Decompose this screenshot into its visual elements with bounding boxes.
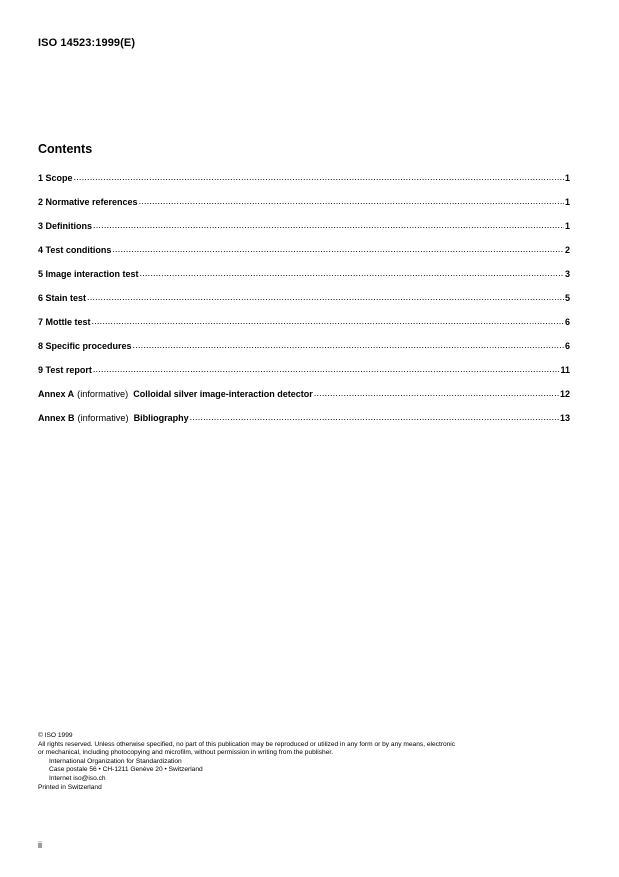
toc-entry-test-report[interactable] bbox=[38, 363, 570, 387]
toc-dot-leader bbox=[140, 267, 564, 277]
toc-entry-label: 2 Normative references bbox=[38, 197, 138, 207]
toc-entry-label: 7 Mottle test bbox=[38, 317, 91, 327]
toc-entry-label: 4 Test conditions bbox=[38, 245, 112, 255]
rights-line-2: or mechanical, including photocopying and microfilm, without permission in writing from the publisher. bbox=[38, 749, 334, 757]
toc-page-number: 11 bbox=[560, 365, 570, 375]
toc-entry-annex-a[interactable] bbox=[38, 387, 570, 411]
toc-entry-definitions[interactable] bbox=[38, 219, 570, 243]
toc-page-number: 1 bbox=[564, 197, 570, 207]
toc-page-number: 1 bbox=[564, 221, 570, 231]
page-number: ii bbox=[38, 840, 42, 850]
toc-entry-normative-references[interactable] bbox=[38, 195, 570, 219]
toc-dot-leader bbox=[112, 243, 564, 253]
toc-page-number: 13 bbox=[559, 413, 570, 423]
contents-heading: Contents bbox=[38, 142, 93, 156]
toc-dot-leader bbox=[314, 387, 559, 397]
printed-in: Printed in Switzerland bbox=[38, 783, 102, 791]
copyright-notice bbox=[38, 732, 583, 792]
org-internet: Internet iso@iso.ch bbox=[49, 774, 106, 782]
annex-tag: Annex A bbox=[38, 389, 75, 399]
toc-page-number: 5 bbox=[564, 293, 570, 303]
toc-dot-leader bbox=[93, 363, 560, 373]
annex-type: (informative) bbox=[77, 389, 129, 399]
toc-dot-leader bbox=[92, 315, 564, 325]
toc-dot-leader bbox=[93, 219, 564, 229]
toc-entry-label: 5 Image interaction test bbox=[38, 269, 139, 279]
rights-line-1: All rights reserved. Unless otherwise specified, no part of this publication may be reproduced or utilized in any form or by any means, electronic bbox=[38, 740, 456, 748]
toc-page-number: 1 bbox=[564, 173, 570, 183]
toc-entry-label: 6 Stain test bbox=[38, 293, 87, 303]
table-of-contents bbox=[38, 171, 570, 435]
toc-page-number: 2 bbox=[564, 245, 570, 255]
org-name: International Organization for Standardization bbox=[49, 757, 182, 765]
toc-entry-image-interaction-test[interactable] bbox=[38, 267, 570, 291]
toc-page-number: 3 bbox=[564, 269, 570, 279]
toc-entry-label: 9 Test report bbox=[38, 365, 92, 375]
annex-title: Bibliography bbox=[133, 413, 189, 423]
toc-entry-annex-b[interactable] bbox=[38, 411, 570, 435]
toc-dot-leader bbox=[133, 339, 564, 349]
toc-entry-specific-procedures[interactable] bbox=[38, 339, 570, 363]
toc-dot-leader bbox=[87, 291, 564, 301]
org-address: Case postale 56 • CH-1211 Genève 20 • Switzerland bbox=[49, 766, 203, 774]
copyright-line: © ISO 1999 bbox=[38, 732, 73, 739]
toc-entry-label: 1 Scope bbox=[38, 173, 73, 183]
toc-entry-label: 3 Definitions bbox=[38, 221, 93, 231]
toc-page-number: 6 bbox=[564, 317, 570, 327]
toc-dot-leader bbox=[74, 171, 564, 181]
toc-entry-label: 8 Specific procedures bbox=[38, 341, 132, 351]
toc-dot-leader bbox=[190, 411, 559, 421]
toc-page-number: 6 bbox=[564, 341, 570, 351]
toc-entry-stain-test[interactable] bbox=[38, 291, 570, 315]
toc-page-number: 12 bbox=[559, 389, 570, 399]
toc-dot-leader bbox=[139, 195, 564, 205]
document-id: ISO 14523:1999(E) bbox=[38, 37, 136, 49]
toc-entry-test-conditions[interactable] bbox=[38, 243, 570, 267]
annex-title: Colloidal silver image-interaction detector bbox=[133, 389, 313, 399]
annex-tag: Annex B bbox=[38, 413, 75, 423]
toc-entry-mottle-test[interactable] bbox=[38, 315, 570, 339]
toc-entry-scope[interactable] bbox=[38, 171, 570, 195]
annex-type: (informative) bbox=[77, 413, 129, 423]
